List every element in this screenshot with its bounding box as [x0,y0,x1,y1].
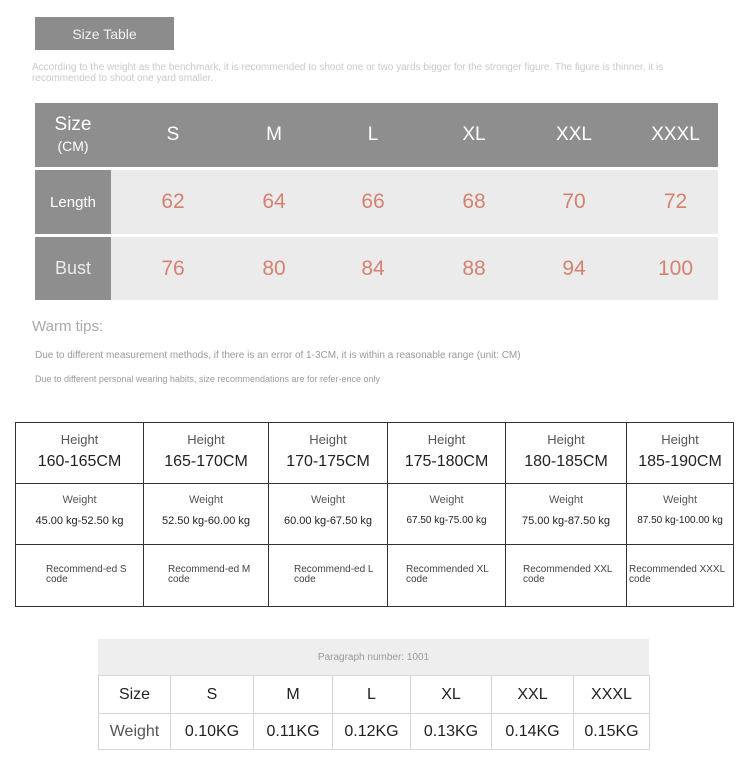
product-weight-block [98,639,649,750]
height-range: 160-165CM [37,453,122,470]
height-label: Height [187,432,225,447]
recommended-code: Recommended XXL code [523,564,613,585]
size-cell: M [254,676,333,714]
code-row [16,545,734,607]
length-value: 68 [433,169,515,236]
bust-value: 94 [515,236,633,301]
height-label: Height [547,432,585,447]
code-cell [388,545,506,607]
bust-value: 76 [111,236,235,301]
size-header-label [35,103,111,169]
height-cell [269,423,388,484]
size-header-cell: XL [433,103,515,169]
weight-cell [627,484,734,545]
bust-value: 80 [235,236,313,301]
weight-row [16,484,734,545]
size-header-cell: XXXL [633,103,718,169]
length-value: 62 [111,169,235,236]
height-cell [388,423,506,484]
weight-cell [269,484,388,545]
length-value: 64 [235,169,313,236]
weight-range: 87.50 kg-100.00 kg [637,515,723,526]
weight-label: Weight [99,714,171,750]
weight-size-row [99,676,650,714]
height-range: 185-190CM [638,453,722,470]
size-cell: S [171,676,254,714]
length-value: 66 [313,169,433,236]
recommended-code: Recommended XL code [406,564,489,585]
weight-label: Weight [188,494,224,506]
bust-value: 100 [633,236,718,301]
height-cell [144,423,269,484]
weight-label: Weight [662,494,698,506]
bust-row [35,236,718,301]
paragraph-number: Paragraph number: 1001 [98,639,649,675]
weight-label: Weight [62,494,97,506]
weight-cell [16,484,144,545]
bust-value: 88 [433,236,515,301]
code-cell [506,545,627,607]
height-row [16,423,734,484]
recommended-code: Recommend-ed M code [168,564,251,585]
size-header-cell: XXL [515,103,633,169]
height-range: 180-185CM [524,453,608,470]
weight-range: 75.00 kg-87.50 kg [521,515,611,527]
size-cell: XXXL [574,676,650,714]
size-cell: XXL [492,676,574,714]
height-cell [16,423,144,484]
length-value: 70 [515,169,633,236]
recommendation-table [15,422,734,607]
height-range: 165-170CM [164,453,248,470]
weight-cell: 0.14KG [492,714,574,750]
code-cell [269,545,388,607]
warm-tips-title: Warm tips: [32,318,104,335]
weight-table [98,675,650,750]
size-chart-table [35,103,718,300]
bust-label: Bust [35,236,111,301]
size-header-cell: M [235,103,313,169]
length-row [35,169,718,236]
size-header-cell: S [111,103,235,169]
weight-cell: 0.13KG [411,714,492,750]
tip-measurement: Due to different measurement methods, if there is an error of 1-3CM, it is within a reasonable range (unit: CM) [35,350,521,361]
length-value: 72 [633,169,718,236]
weight-range: 45.00 kg-52.50 kg [35,515,124,527]
weight-label: Weight [310,494,346,506]
unit-label: (CM) [57,137,89,154]
weight-cell [144,484,269,545]
weight-cell [388,484,506,545]
weight-cell: 0.11KG [254,714,333,750]
size-label: Size [99,676,171,714]
height-label: Height [661,432,699,447]
weight-label: Weight [548,494,584,506]
height-label: Height [60,432,99,447]
weight-value-row [99,714,650,750]
height-range: 170-175CM [286,453,370,470]
weight-cell: 0.12KG [333,714,411,750]
size-label: Size [54,113,92,135]
height-range: 175-180CM [404,453,489,470]
code-cell [144,545,269,607]
height-label: Height [427,432,466,447]
weight-label: Weight [429,494,464,506]
height-cell [506,423,627,484]
size-header-cell: L [313,103,433,169]
bust-value: 84 [313,236,433,301]
code-cell [16,545,144,607]
code-cell [627,545,734,607]
size-cell: XL [411,676,492,714]
weight-range: 52.50 kg-60.00 kg [161,515,251,527]
weight-range: 67.50 kg-75.00 kg [406,515,487,526]
weight-cell: 0.10KG [171,714,254,750]
tip-wearing-habits: Due to different personal wearing habits, size recommendations are for refer-ence only [35,374,381,384]
weight-range: 60.00 kg-67.50 kg [283,515,373,527]
recommended-code: Recommend-ed S code [46,564,127,585]
height-label: Height [309,432,347,447]
length-label: Length [35,169,111,236]
height-cell [627,423,734,484]
intro-text: According to the weight as the benchmark, it is recommended to shoot one or two yards bigger for the stronger figure. The figure is thinner, it is recommended to shoot one yard smaller. [32,62,664,84]
weight-cell [506,484,627,545]
size-cell: L [333,676,411,714]
recommended-code: Recommended XXXL code [629,564,725,585]
recommended-code: Recommend-ed L code [294,564,374,585]
weight-cell: 0.15KG [574,714,650,750]
size-table-title: Size Table [35,17,174,50]
size-header-row [35,103,718,169]
